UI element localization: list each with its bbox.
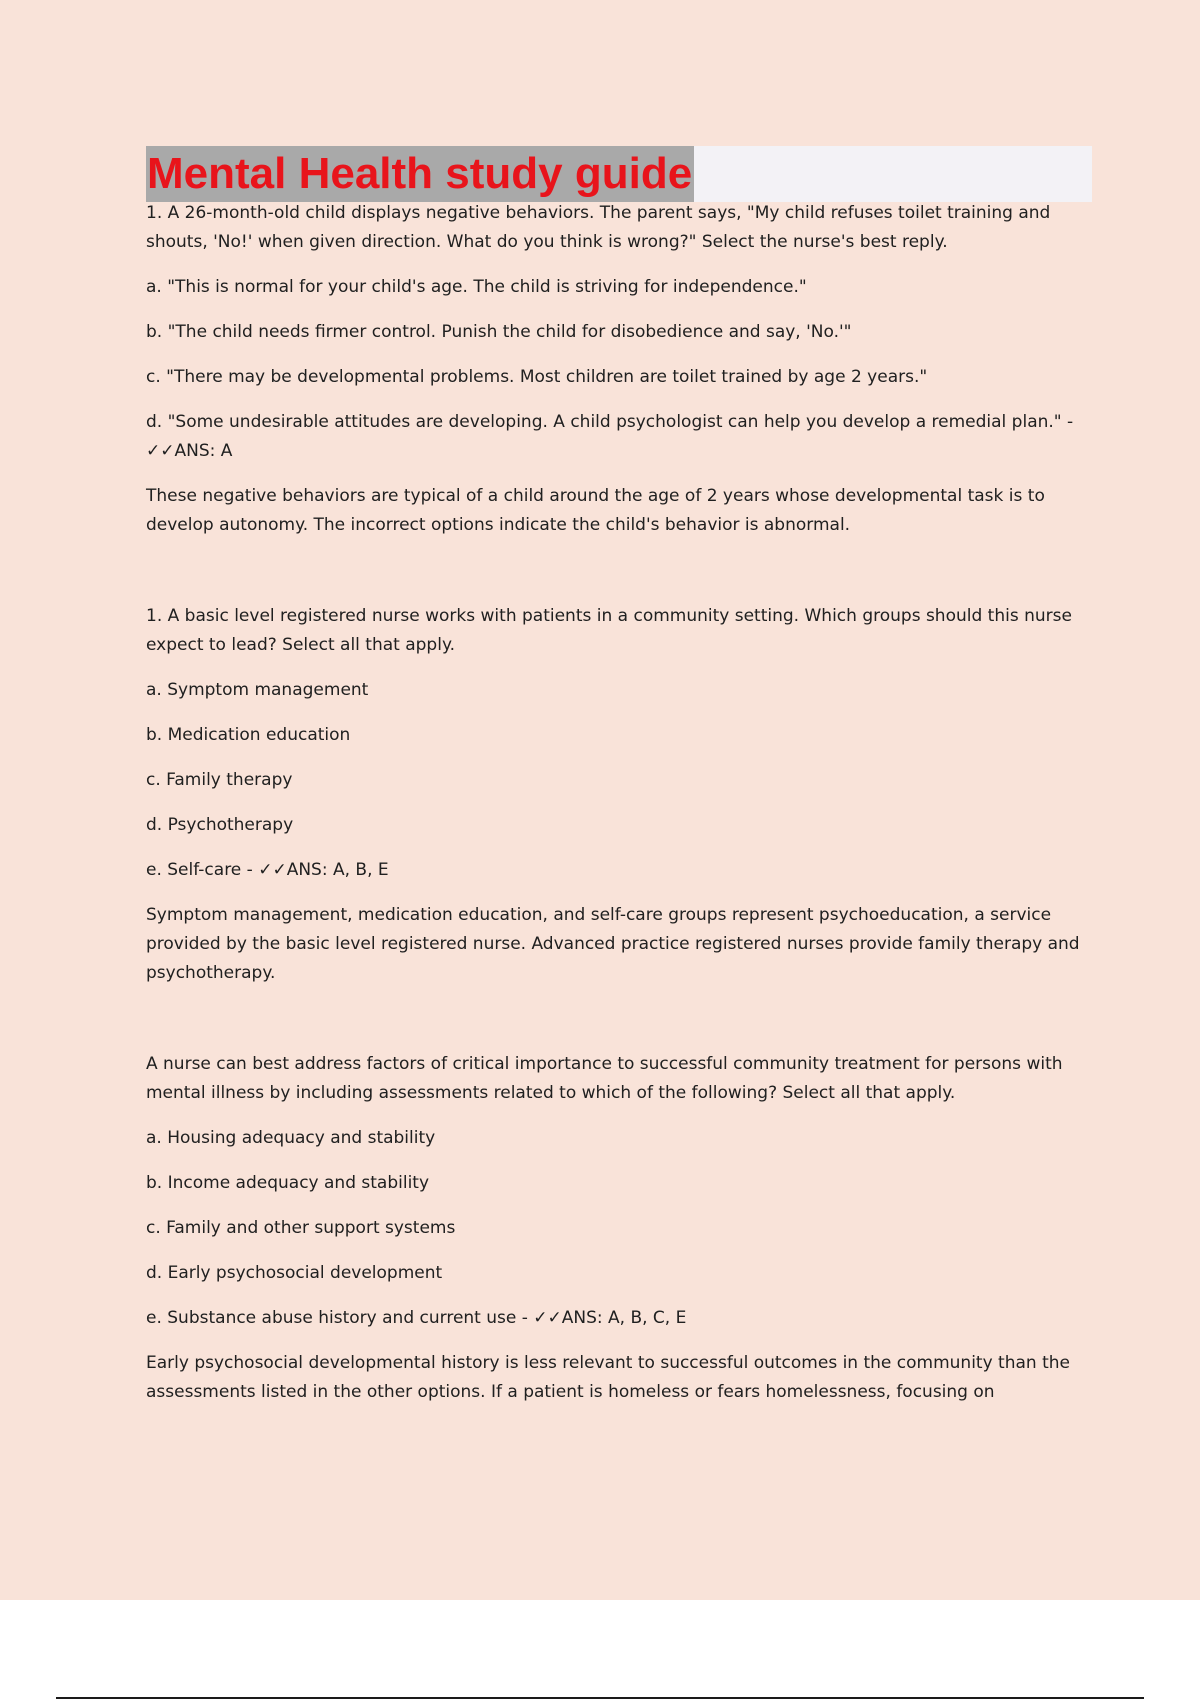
answer-option: d. Early psychosocial development — [146, 1263, 443, 1283]
section-spacer — [146, 540, 1092, 602]
answer-option: d. "Some undesirable attitudes are developing. A child psychologist can help you develop a remedial plan." - ✓✓ANS: A — [146, 412, 1074, 461]
answer-option: c. Family and other support systems — [146, 1218, 456, 1238]
answer-option: e. Self-care - ✓✓ANS: A, B, E — [146, 860, 389, 880]
question-stem: 1. A basic level registered nurse works with patients in a community setting. Which groups should this nurse expect to lead? Select all that apply. — [146, 606, 1072, 655]
answer-option: d. Psychotherapy — [146, 815, 294, 835]
answer-rationale: These negative behaviors are typical of a child around the age of 2 years whose developmental task is to develop autonomy. The incorrect options indicate the child's behavior is abnormal. — [146, 486, 1045, 535]
answer-option: c. Family therapy — [146, 770, 293, 790]
answer-option: a. Housing adequacy and stability — [146, 1128, 436, 1148]
question-block-1 — [146, 199, 1092, 540]
answer-option: b. "The child needs firmer control. Punish the child for disobedience and say, 'No.'" — [146, 322, 852, 342]
answer-option: a. Symptom management — [146, 680, 369, 700]
question-stem: 1. A 26-month-old child displays negative behaviors. The parent says, "My child refuses toilet training and shouts, 'No!' when given direction. What do you think is wrong?" Select the nurse's best reply. — [146, 203, 1051, 252]
question-stem: A nurse can best address factors of critical importance to successful community treatment for persons with mental illness by including assessments related to which of the following? Select all that apply. — [146, 1054, 1063, 1103]
answer-option: b. Medication education — [146, 725, 351, 745]
document-title: Mental Health study guide — [146, 146, 694, 202]
page-divider-line — [56, 1697, 1144, 1699]
answer-option: c. "There may be developmental problems. Most children are toilet trained by age 2 years." — [146, 367, 928, 387]
answer-option: e. Substance abuse history and current use - ✓✓ANS: A, B, C, E — [146, 1308, 687, 1328]
answer-rationale: Symptom management, medication education, and self-care groups represent psychoeducation, a service provided by the basic level registered nurse. Advanced practice registered nurses provide family therapy and psychotherapy. — [146, 905, 1080, 983]
answer-option: a. "This is normal for your child's age. The child is striving for independence." — [146, 277, 807, 297]
document-body — [146, 199, 1092, 1407]
section-spacer — [146, 988, 1092, 1050]
answer-option: b. Income adequacy and stability — [146, 1173, 430, 1193]
question-block-2 — [146, 602, 1092, 988]
question-block-3 — [146, 1050, 1092, 1407]
answer-rationale: Early psychosocial developmental history is less relevant to successful outcomes in the community than the assessments listed in the other options. If a patient is homeless or fears homelessness, focusing on — [146, 1353, 1070, 1402]
